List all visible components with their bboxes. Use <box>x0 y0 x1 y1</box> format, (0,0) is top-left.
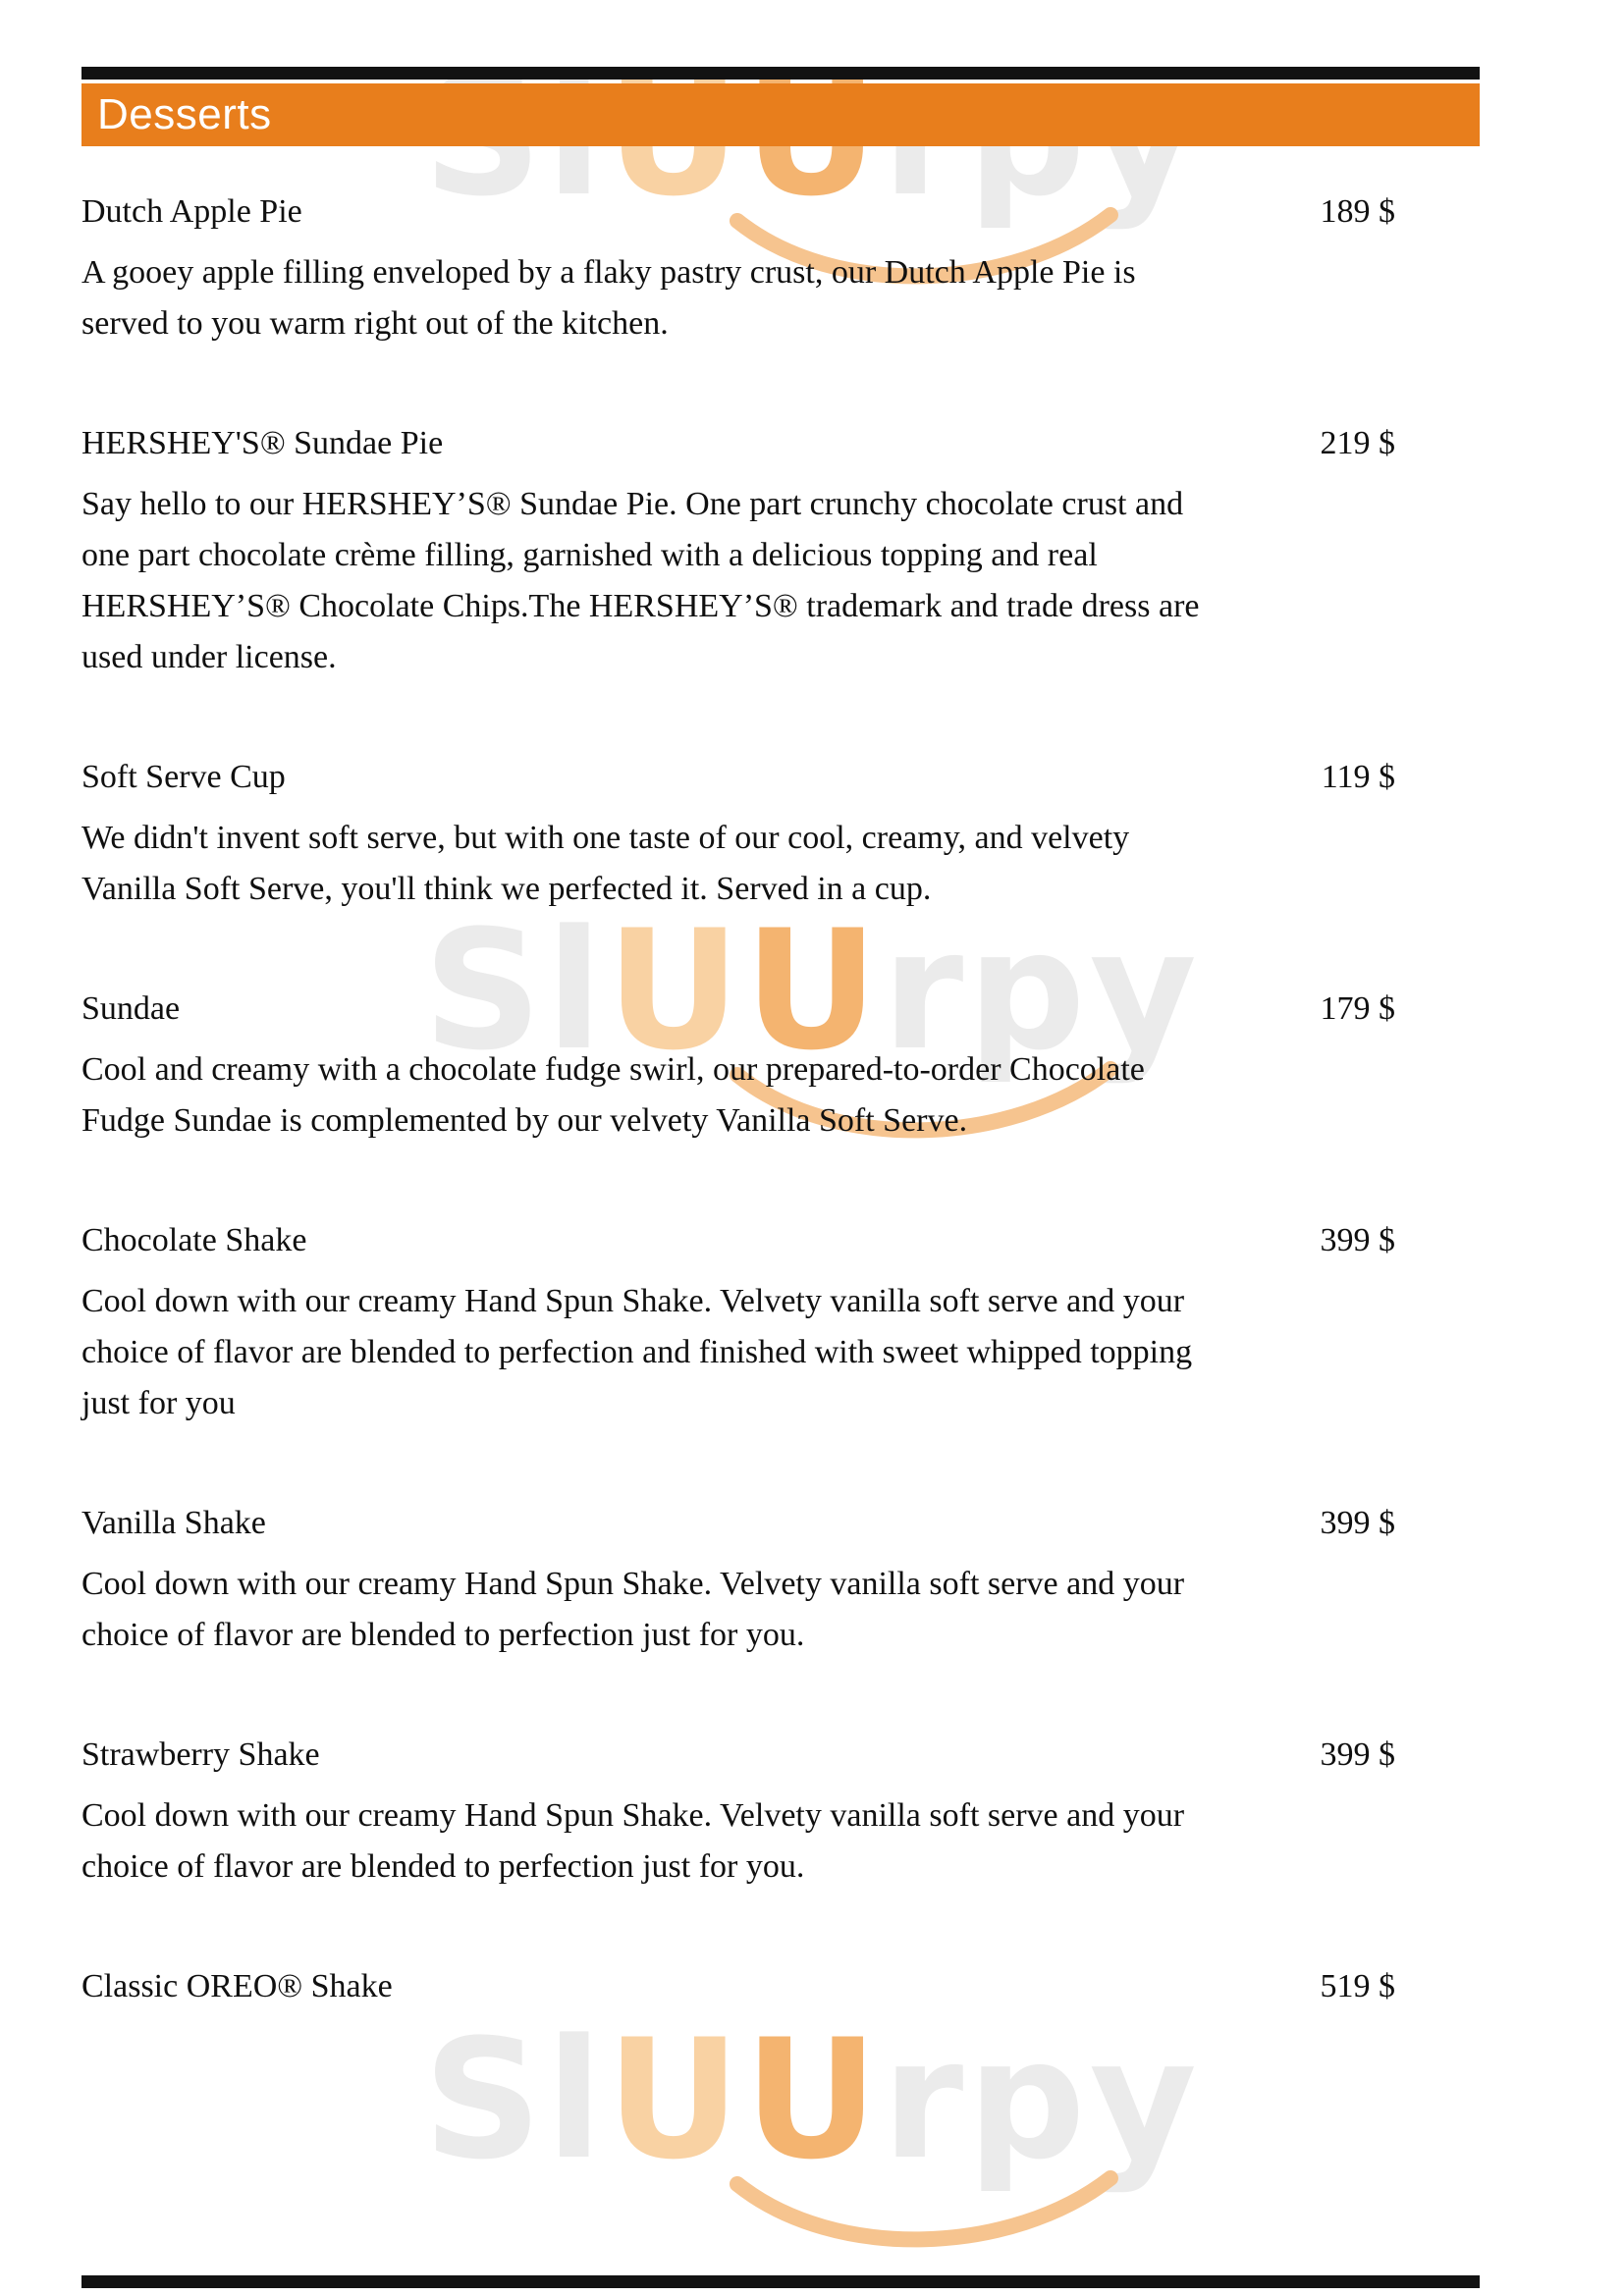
item-description: A gooey apple filling enveloped by a flaky pastry crust, our Dutch Apple Pie is served to you warm right out of the kitchen. <box>81 254 1136 342</box>
watermark-letters: U <box>743 894 883 1087</box>
section-title: Desserts <box>97 90 272 138</box>
menu-items-list <box>81 187 1480 2081</box>
menu-item-header <box>81 1498 1395 1549</box>
menu-item <box>81 187 1480 349</box>
item-description: Cool down with our creamy Hand Spun Shake. Velvety vanilla soft serve and your choice of flavor are blended to perfection just for you. <box>81 1797 1185 1885</box>
item-price: 219 $ <box>1320 425 1395 461</box>
item-price: 399 $ <box>1320 1736 1395 1773</box>
menu-item-header <box>81 418 1395 469</box>
top-divider <box>81 67 1480 80</box>
item-description: We didn't invent soft serve, but with one taste of our cool, creamy, and velvety Vanilla Soft Serve, you'll think we perfected it. Served in a cup. <box>81 820 1130 907</box>
watermark-letters: Sl <box>422 894 607 1087</box>
item-name: Vanilla Shake <box>81 1505 266 1541</box>
section-header-desserts <box>81 83 1480 146</box>
menu-item <box>81 1498 1480 1661</box>
item-price: 519 $ <box>1320 1968 1395 2004</box>
watermark-letters: rpy <box>882 2003 1202 2196</box>
item-name: Soft Serve Cup <box>81 759 286 795</box>
menu-item <box>81 752 1480 915</box>
watermark-letters: rpy <box>882 894 1202 1087</box>
item-price: 179 $ <box>1320 990 1395 1027</box>
menu-item <box>81 984 1480 1147</box>
watermark-letters: Sl <box>422 2003 607 2196</box>
item-name: Classic OREO® Shake <box>81 1968 393 2004</box>
item-name: Chocolate Shake <box>81 1222 307 1258</box>
item-name: Dutch Apple Pie <box>81 193 302 230</box>
menu-item-header <box>81 1961 1395 2012</box>
menu-item <box>81 1961 1480 2012</box>
menu-item-header <box>81 187 1395 238</box>
bottom-divider <box>81 2275 1480 2288</box>
item-description: Cool and creamy with a chocolate fudge swirl, our prepared-to-order Chocolate Fudge Sundae is complemented by our velvety Vanilla Soft Serve. <box>81 1051 1145 1139</box>
watermark-letters: U <box>606 2003 744 2196</box>
item-price: 189 $ <box>1320 193 1395 230</box>
item-name: Sundae <box>81 990 181 1027</box>
watermark-letters: U <box>743 2003 883 2196</box>
menu-item <box>81 1215 1480 1429</box>
menu-item <box>81 1730 1480 1893</box>
menu-item-header <box>81 984 1395 1035</box>
item-name: Strawberry Shake <box>81 1736 320 1773</box>
item-description: Say hello to our HERSHEY’S® Sundae Pie. One part crunchy chocolate crust and one part chocolate crème filling, garnished with a delicious topping and real HERSHEY’S® Chocolate Chips.The HERSHEY’S® trademark and trade dress are used under license. <box>81 486 1200 675</box>
menu-item-header <box>81 1730 1395 1781</box>
item-description: Cool down with our creamy Hand Spun Shake. Velvety vanilla soft serve and your choice of flavor are blended to perfection just for you. <box>81 1566 1185 1653</box>
menu-item-header <box>81 1215 1395 1266</box>
menu-item-header <box>81 752 1395 803</box>
item-name: HERSHEY'S® Sundae Pie <box>81 425 444 461</box>
item-price: 399 $ <box>1320 1505 1395 1541</box>
item-price: 119 $ <box>1321 759 1395 795</box>
menu-item <box>81 418 1480 683</box>
item-description: Cool down with our creamy Hand Spun Shake. Velvety vanilla soft serve and your choice of flavor are blended to perfection and finished with sweet whipped topping just for you <box>81 1283 1193 1421</box>
item-price: 399 $ <box>1320 1222 1395 1258</box>
watermark-letters: U <box>606 894 744 1087</box>
